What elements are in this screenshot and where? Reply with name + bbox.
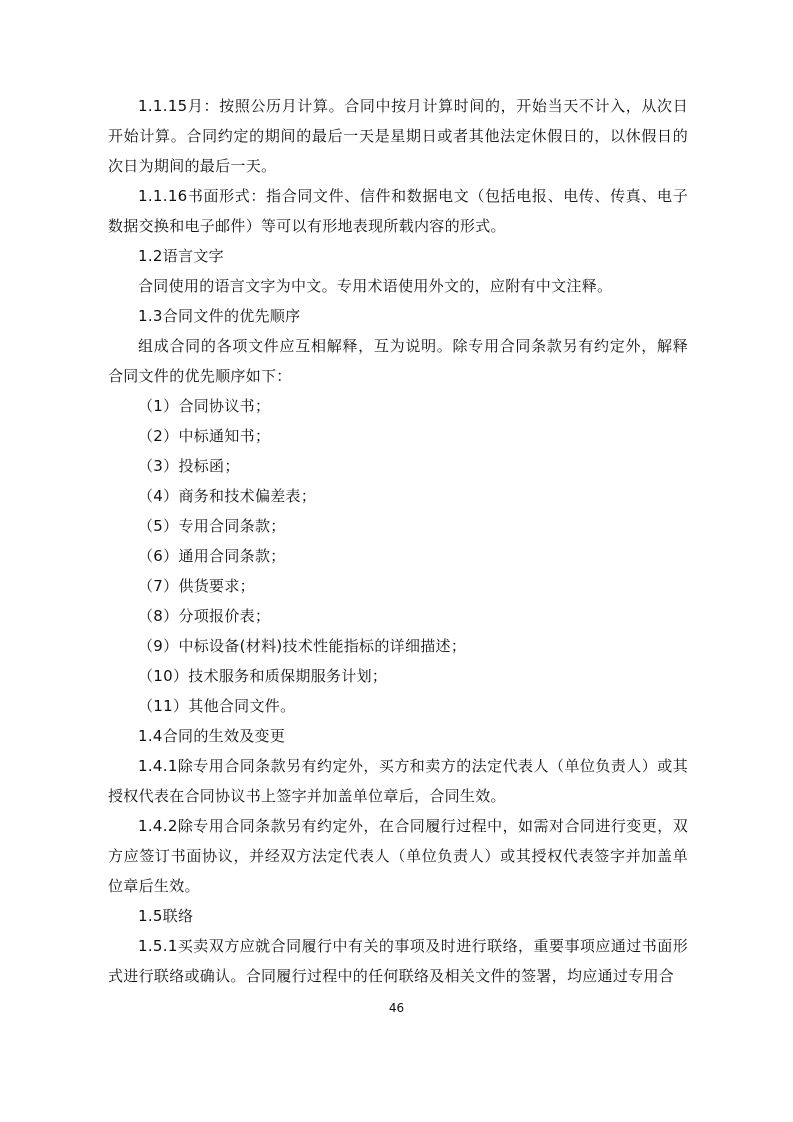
heading-1-4: 1.4合同的生效及变更 [138,727,286,745]
list-item-10: （10）技术服务和质保期服务计划； [138,667,388,685]
heading-1-2: 1.2语言文字 [138,247,224,265]
heading-1-3: 1.3合同文件的优先顺序 [138,307,301,325]
page-number: 46 [388,1001,405,1015]
list-item-9: （9）中标设备(材料)技术性能指标的详细描述； [138,637,467,655]
paragraph-1-1-16: 1.1.16书面形式：指合同文件、信件和数据电文（包括电报、电传、传真、电子数据交换和电子邮件）等可以有形地表现所载内容的形式。 [108,187,688,235]
paragraph-1-4-2: 1.4.2除专用合同条款另有约定外，在合同履行过程中，如需对合同进行变更，双方应签订书面协议，并经双方法定代表人（单位负责人）或其授权代表签字并加盖单位章后生效。 [108,817,688,895]
paragraph-1-1-15: 1.1.15月：按照公历月计算。合同中按月计算时间的，开始当天不计入，从次日开始计算。合同约定的期间的最后一天是星期日或者其他法定休假日的，以休假日的次日为期间的最后一天。 [108,97,688,175]
list-item-6: （6）通用合同条款； [138,547,286,565]
list-item-7: （7）供货要求； [138,577,255,595]
paragraph-1-4-1: 1.4.1除专用合同条款另有约定外，买方和卖方的法定代表人（单位负责人）或其授权代表在合同协议书上签字并加盖单位章后，合同生效。 [108,757,688,805]
list-item-8: （8）分项报价表； [138,607,271,625]
paragraph-1-5-1: 1.5.1买卖双方应就合同履行中有关的事项及时进行联络，重要事项应通过书面形式进行联络或确认。合同履行过程中的任何联络及相关文件的签署，均应通过专用合 [108,937,688,985]
list-item-2: （2）中标通知书； [138,427,271,445]
body-text [108,91,688,991]
list-item-4: （4）商务和技术偏差表； [138,487,317,505]
list-item-3: （3）投标函； [138,457,240,475]
list-item-1: （1）合同协议书； [138,397,271,415]
heading-1-5: 1.5联络 [138,907,194,925]
paragraph-priority-intro: 组成合同的各项文件应互相解释，互为说明。除专用合同条款另有约定外，解释合同文件的优先顺序如下： [108,337,688,385]
paragraph-language: 合同使用的语言文字为中文。专用术语使用外文的，应附有中文注释。 [138,277,613,295]
list-item-5: （5）专用合同条款； [138,517,286,535]
list-item-11: （11）其他合同文件。 [138,697,296,715]
